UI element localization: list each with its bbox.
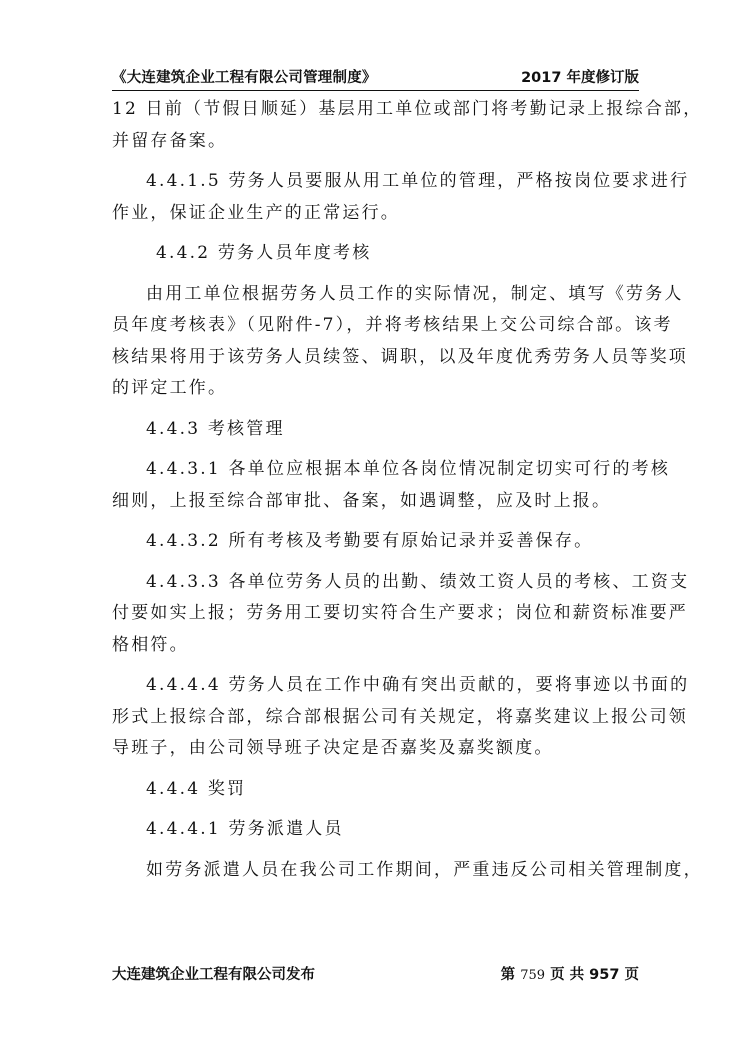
paragraph-line: 12 日前（节假日顺延）基层用工单位或部门将考勤记录上报综合部，	[112, 99, 703, 119]
paragraph-line: 的评定工作。	[112, 378, 228, 398]
paragraph-line: 由用工单位根据劳务人员工作的实际情况，制定、填写《劳务人	[146, 283, 684, 304]
publisher-label: 大连建筑企业工程有限公司发布	[112, 967, 315, 983]
page-total: 页 共 957 页	[545, 967, 639, 983]
page-header	[112, 66, 639, 90]
clause-4-4-4-4: 4.4.4.4 劳务人员在工作中确有突出贡献的，要将事迹以书面的	[146, 675, 690, 695]
paragraph-line: 员年度考核表》（见附件-7），并将考核结果上交公司综合部。该考	[112, 315, 673, 335]
clause-4-4-3-1: 4.4.3.1 各单位应根据本单位各岗位情况制定切实可行的考核	[146, 459, 671, 479]
clause-4-4-3-2: 4.4.3.2 所有考核及考勤要有原始记录并妥善保存。	[146, 531, 594, 551]
paragraph-line: 导班子，由公司领导班子决定是否嘉奖及嘉奖额度。	[112, 738, 554, 758]
edition-label: 2017 年度修订版	[521, 70, 639, 86]
page-footer	[112, 963, 639, 985]
paragraph-line: 付要如实上报；劳务用工要切实符合生产要求；岗位和薪资标准要严	[112, 603, 688, 623]
clause-4-4-1-5: 4.4.1.5 劳务人员要服从用工单位的管理，严格按岗位要求进行	[146, 171, 690, 191]
page-number	[501, 963, 639, 984]
paragraph-line: 并留存备案。	[112, 130, 228, 151]
paragraph-line: 形式上报综合部，综合部根据公司有关规定，将嘉奖建议上报公司领	[112, 706, 688, 727]
document-title: 《大连建筑企业工程有限公司管理制度》	[112, 70, 377, 86]
section-heading-4-4-3: 4.4.3 考核管理	[146, 418, 285, 439]
section-heading-4-4-4: 4.4.4 奖罚	[146, 778, 247, 799]
paragraph-line: 作业，保证企业生产的正常运行。	[112, 202, 400, 223]
page-current: 759	[520, 968, 546, 983]
clause-4-4-3-3: 4.4.3.3 各单位劳务人员的出勤、绩效工资人员的考核、工资支	[146, 571, 690, 592]
header-rule	[112, 90, 639, 91]
page-prefix: 第	[500, 967, 521, 983]
document-body	[112, 94, 703, 886]
paragraph-line: 核结果将用于该劳务人员续签、调职，以及年度优秀劳务人员等奖项	[112, 346, 688, 367]
clause-4-4-4-1: 4.4.4.1 劳务派遣人员	[146, 819, 344, 839]
paragraph-line: 细则，上报至综合部审批、备案，如遇调整，应及时上报。	[112, 490, 612, 511]
paragraph-line: 格相符。	[112, 634, 189, 655]
section-heading-4-4-2: 4.4.2 劳务人员年度考核	[156, 243, 372, 263]
paragraph-line: 如劳务派遣人员在我公司工作期间，严重违反公司相关管理制度，	[146, 859, 703, 880]
